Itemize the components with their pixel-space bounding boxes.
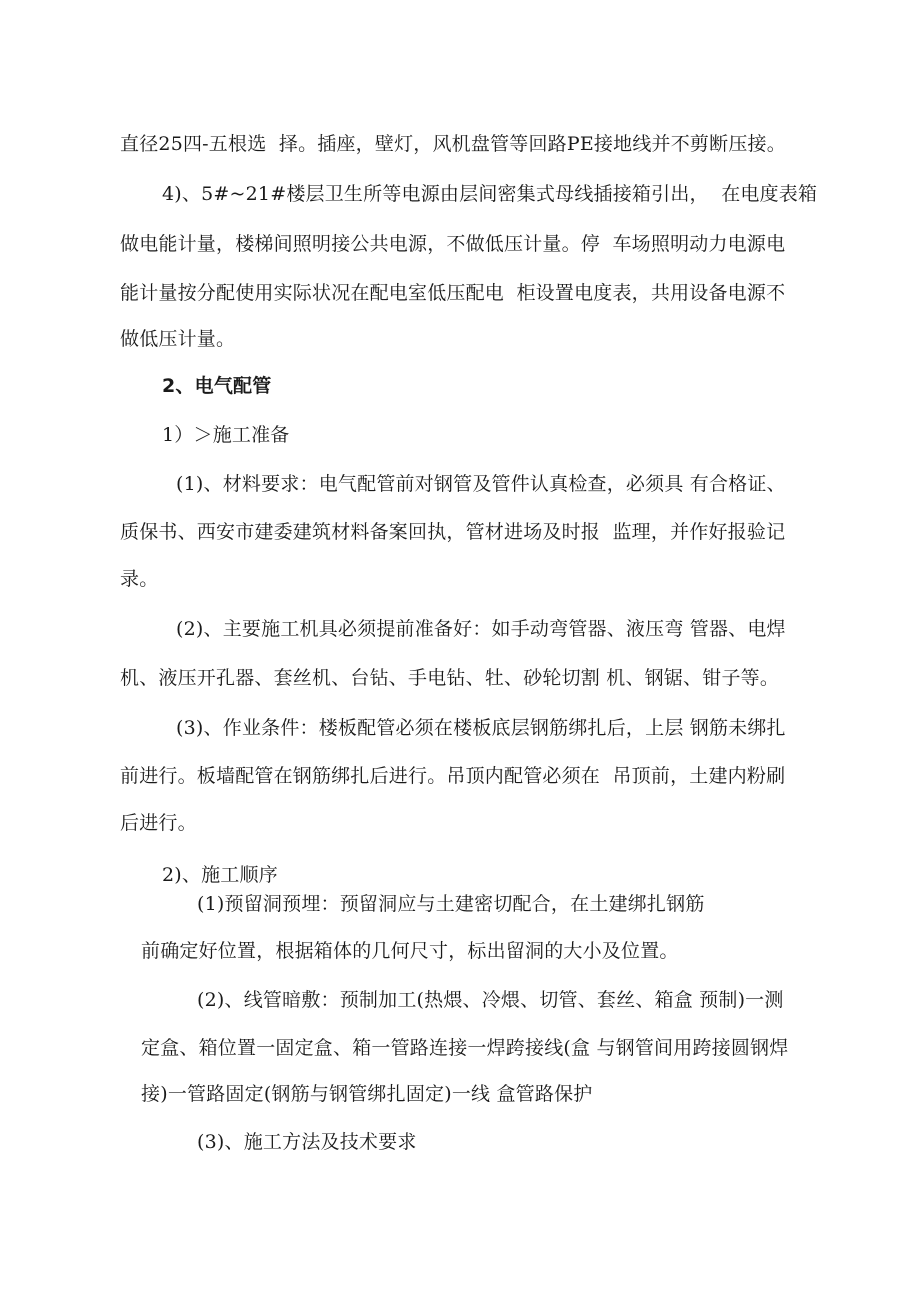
text-line: 前进行。板墙配管在钢筋绑扎后进行。吊顶内配管必须在 吊顶前，土建内粉刷 [120, 765, 786, 787]
text-line: 接)一管路固定(钢筋与钢管绑扎固定)一线 盒管路保护 [141, 1083, 593, 1105]
text-line: (1)、材料要求：电气配管前对钢管及管件认真检查，必须具 有合格证、 [176, 473, 786, 495]
text-line: (1)预留洞预埋：预留洞应与土建密切配合，在土建绑扎钢筋 [197, 893, 705, 915]
text-line: 做电能计量，楼梯间照明接公共电源，不做低压计量。停 车场照明动力电源电 [120, 233, 786, 255]
text-line: 机、液压开孔器、套丝机、台钻、手电钻、牡、砂轮切割 机、钢锯、钳子等。 [120, 667, 780, 689]
subsection-heading: 1）＞施工准备 [162, 424, 290, 446]
text-line: 定盒、箱位置一固定盒、箱一管路连接一焊跨接线(盒 与钢管间用跨接圆钢焊 [141, 1037, 789, 1059]
text-line: 直径25四-五根选 择。插座，壁灯，风机盘管等回路PE接地线并不剪断压接。 [120, 133, 786, 155]
text-line: 能计量按分配使用实际状况在配电室低压配电 柜设置电度表，共用设备电源不 [120, 282, 786, 304]
text-line: 后进行。 [120, 812, 197, 834]
text-line: (3)、作业条件：楼板配管必须在楼板底层钢筋绑扎后，上层 钢筋未绑扎 [176, 717, 786, 739]
text-line: 质保书、西安市建委建筑材料备案回执，管材进场及时报 监理，并作好报验记 [120, 521, 786, 543]
text-line: (3)、施工方法及技术要求 [197, 1131, 417, 1153]
text-line: 录。 [120, 568, 159, 590]
text-line: (2)、线管暗敷：预制加工(热煨、冷煨、切管、套丝、箱盒 预制)一测 [197, 989, 784, 1011]
section-heading: 2、电气配管 [162, 375, 272, 397]
text-line: 前确定好位置，根据箱体的几何尺寸，标出留洞的大小及位置。 [141, 940, 679, 962]
subsection-heading: 2)、施工顺序 [162, 864, 278, 886]
text-line: (2)、主要施工机具必须提前准备好：如手动弯管器、液压弯 管器、电焊 [176, 618, 786, 640]
text-line: 4)、5#~21#楼层卫生所等电源由层间密集式母线插接箱引出， 在电度表箱 [162, 183, 818, 205]
text-line: 做低压计量。 [120, 328, 236, 350]
